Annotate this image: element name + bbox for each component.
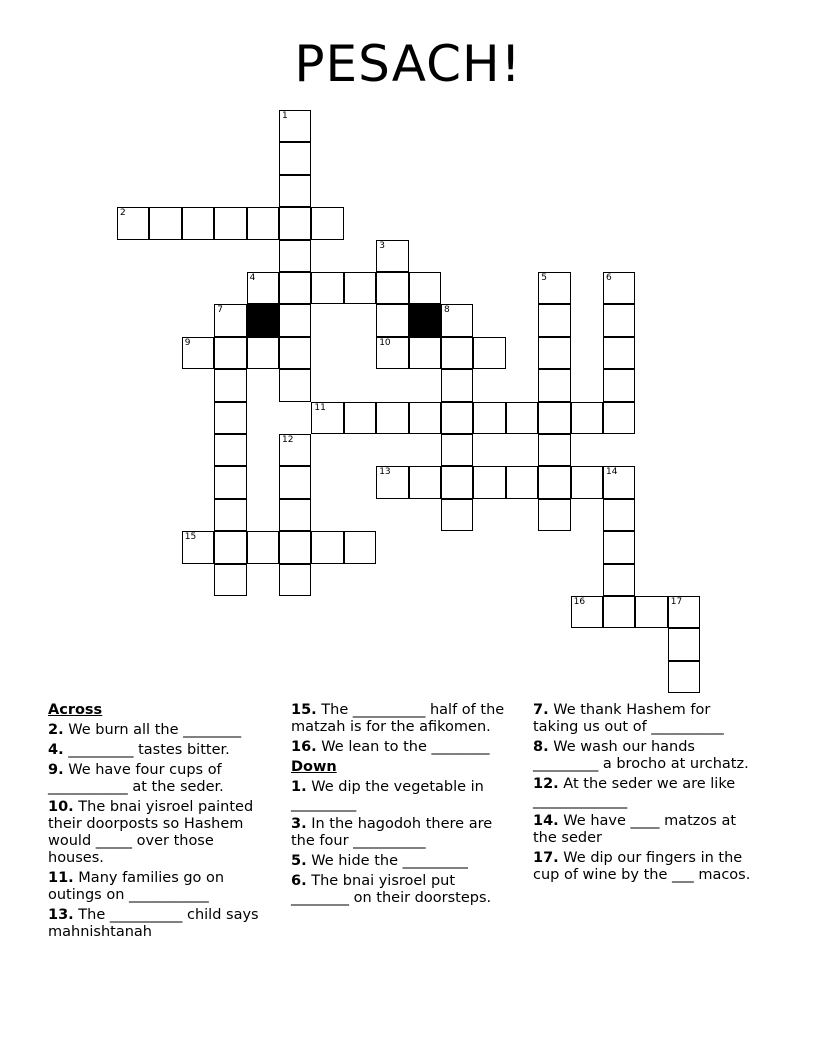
down-heading: Down xyxy=(291,759,337,775)
crossword-cell[interactable] xyxy=(506,466,538,498)
clue-text: The __________ child says mahnishtanah xyxy=(48,907,259,940)
crossword-cell[interactable] xyxy=(603,304,635,336)
crossword-cell[interactable] xyxy=(538,369,570,401)
crossword-cell[interactable] xyxy=(279,369,311,401)
crossword-cell[interactable] xyxy=(214,304,246,336)
clue-number-label: 6. xyxy=(291,873,307,889)
crossword-cell[interactable] xyxy=(279,531,311,563)
clue-text: We dip the vegetable in _________ xyxy=(291,779,484,812)
clue-item xyxy=(48,762,270,796)
crossword-cell[interactable] xyxy=(571,466,603,498)
crossword-cell[interactable] xyxy=(603,531,635,563)
clue-text: The __________ half of the matzah is for the afikomen. xyxy=(291,702,505,735)
clue-text: We have ____ matzos at the seder xyxy=(533,813,737,846)
clue-number-label: 16. xyxy=(291,739,317,755)
crossword-cell[interactable] xyxy=(376,337,408,369)
crossword-cell[interactable] xyxy=(409,337,441,369)
crossword-cell[interactable] xyxy=(538,499,570,531)
clue-text: We wash our hands _________ a brocho at urchatz. xyxy=(533,739,749,772)
crossword-cell[interactable] xyxy=(538,337,570,369)
crossword-cell[interactable] xyxy=(635,596,667,628)
clue-number: 3 xyxy=(379,240,385,251)
crossword-cell[interactable] xyxy=(214,531,246,563)
crossword-black-cell xyxy=(247,304,279,336)
crossword-cell[interactable] xyxy=(441,304,473,336)
clue-number-label: 13. xyxy=(48,907,74,923)
page-title: PESACH! xyxy=(294,35,522,93)
crossword-cell[interactable] xyxy=(279,499,311,531)
crossword-cell[interactable] xyxy=(668,661,700,693)
crossword-cell[interactable] xyxy=(538,434,570,466)
crossword-cell[interactable] xyxy=(214,499,246,531)
crossword-cell[interactable] xyxy=(214,369,246,401)
crossword-cell[interactable] xyxy=(473,337,505,369)
clue-number-label: 7. xyxy=(533,702,549,718)
crossword-cell[interactable] xyxy=(603,337,635,369)
crossword-cell[interactable] xyxy=(441,434,473,466)
clue-number: 7 xyxy=(217,305,223,316)
crossword-cell[interactable] xyxy=(279,272,311,304)
crossword-cell[interactable] xyxy=(279,240,311,272)
crossword-cell[interactable] xyxy=(668,628,700,660)
crossword-cell[interactable] xyxy=(538,304,570,336)
crossword-cell[interactable] xyxy=(182,207,214,239)
clue-text: _________ tastes bitter. xyxy=(63,742,230,758)
clue-number: 15 xyxy=(184,532,197,543)
clue-item xyxy=(533,739,758,773)
crossword-cell[interactable] xyxy=(376,466,408,498)
clue-number: 9 xyxy=(184,337,191,348)
crossword-cell[interactable] xyxy=(214,466,246,498)
clue-number: 11 xyxy=(314,402,326,413)
clue-number-label: 4. xyxy=(48,742,64,758)
across-heading: Across xyxy=(48,702,103,718)
crossword-cell[interactable] xyxy=(117,207,149,239)
crossword-cell[interactable] xyxy=(603,272,635,304)
clue-item xyxy=(533,776,758,810)
crossword-cell[interactable] xyxy=(344,531,376,563)
clue-text: The bnai yisroel painted their doorposts so Hashem would _____ over those houses. xyxy=(48,799,254,866)
crossword-cell[interactable] xyxy=(311,402,343,434)
crossword-cell[interactable] xyxy=(538,272,570,304)
crossword-cell[interactable] xyxy=(473,466,505,498)
clue-text: We hide the _________ xyxy=(306,853,468,869)
clue-number-label: 5. xyxy=(291,853,307,869)
crossword-cell[interactable] xyxy=(409,272,441,304)
crossword-cell[interactable] xyxy=(376,272,408,304)
clue-number-label: 1. xyxy=(291,779,307,795)
crossword-cell[interactable] xyxy=(247,337,279,369)
crossword-cell[interactable] xyxy=(538,402,570,434)
crossword-cell[interactable] xyxy=(214,402,246,434)
crossword-cell[interactable] xyxy=(441,402,473,434)
clue-number: 2 xyxy=(120,208,126,219)
clue-number-label: 15. xyxy=(291,702,317,718)
crossword-cell[interactable] xyxy=(149,207,181,239)
crossword-cell[interactable] xyxy=(247,272,279,304)
clues-column-3 xyxy=(533,702,758,887)
crossword-cell[interactable] xyxy=(668,596,700,628)
crossword-cell[interactable] xyxy=(603,402,635,434)
crossword-cell[interactable] xyxy=(279,110,311,142)
clue-item xyxy=(48,870,270,904)
clue-item xyxy=(533,702,758,736)
clue-number: 6 xyxy=(606,273,612,283)
clue-item xyxy=(291,779,516,813)
clue-text: At the seder we are like _____________ xyxy=(533,776,736,809)
clue-number: 12 xyxy=(282,435,294,445)
crossword-cell[interactable] xyxy=(247,531,279,563)
clue-text: We burn all the ________ xyxy=(63,722,242,738)
crossword-cell[interactable] xyxy=(214,434,246,466)
crossword-cell[interactable] xyxy=(214,207,246,239)
clue-item xyxy=(533,813,758,847)
clue-text: We have four cups of ___________ at the seder. xyxy=(48,762,224,795)
crossword-cell[interactable] xyxy=(279,175,311,207)
crossword-cell[interactable] xyxy=(311,531,343,563)
crossword-cell[interactable] xyxy=(279,337,311,369)
crossword-cell[interactable] xyxy=(376,402,408,434)
clue-number: 13 xyxy=(379,467,391,478)
clue-item xyxy=(291,739,516,756)
crossword-cell[interactable] xyxy=(603,564,635,596)
clue-number: 14 xyxy=(606,467,618,478)
clue-number-label: 12. xyxy=(533,776,559,792)
crossword-cell[interactable] xyxy=(506,402,538,434)
crossword-cell[interactable] xyxy=(311,272,343,304)
crossword-cell[interactable] xyxy=(279,564,311,596)
clue-item xyxy=(291,873,516,907)
crossword-cell[interactable] xyxy=(409,466,441,498)
clue-text: Many families go on outings on ___________ xyxy=(48,870,225,903)
clue-number: 16 xyxy=(573,597,586,607)
clues-column-2 xyxy=(291,702,516,910)
crossword-cell[interactable] xyxy=(279,304,311,336)
crossword-cell[interactable] xyxy=(409,402,441,434)
clue-text: We dip our fingers in the cup of wine by the ___ macos. xyxy=(533,850,751,883)
crossword-cell[interactable] xyxy=(603,369,635,401)
clue-number-label: 17. xyxy=(533,850,559,866)
crossword-cell[interactable] xyxy=(441,337,473,369)
crossword-cell[interactable] xyxy=(603,466,635,498)
clue-number: 8 xyxy=(444,305,450,316)
crossword-cell[interactable] xyxy=(441,466,473,498)
clue-number-label: 3. xyxy=(291,816,307,832)
crossword-cell[interactable] xyxy=(279,466,311,498)
crossword-cell[interactable] xyxy=(182,337,214,369)
clue-item xyxy=(48,742,270,759)
clue-number-label: 14. xyxy=(533,813,559,829)
clue-number-label: 11. xyxy=(48,870,74,886)
crossword-cell[interactable] xyxy=(344,272,376,304)
crossword-cell[interactable] xyxy=(214,564,246,596)
crossword-cell[interactable] xyxy=(441,369,473,401)
crossword-cell[interactable] xyxy=(441,499,473,531)
crossword-cell[interactable] xyxy=(279,434,311,466)
clue-number: 10 xyxy=(379,337,391,348)
clue-item xyxy=(48,722,270,739)
clue-number-label: 8. xyxy=(533,739,549,755)
crossword-cell[interactable] xyxy=(571,402,603,434)
clue-item xyxy=(48,907,270,941)
clue-number: 17 xyxy=(670,597,683,607)
crossword-cell[interactable] xyxy=(311,207,343,239)
crossword-black-cell xyxy=(409,304,441,336)
crossword-cell[interactable] xyxy=(344,402,376,434)
clues-column-1 xyxy=(48,702,270,944)
crossword-cell[interactable] xyxy=(182,531,214,563)
clue-text: The bnai yisroel put ________ on their doorsteps. xyxy=(291,873,492,906)
clue-text: We thank Hashem for taking us out of __________ xyxy=(533,702,724,735)
clue-item xyxy=(48,799,270,867)
clue-number: 5 xyxy=(541,273,547,283)
crossword-cell[interactable] xyxy=(376,304,408,336)
clue-text: In the hagodoh there are the four __________ xyxy=(291,816,493,849)
crossword-cell[interactable] xyxy=(376,240,408,272)
clue-text: We lean to the ________ xyxy=(316,739,490,755)
crossword-cell[interactable] xyxy=(214,337,246,369)
crossword-cell[interactable] xyxy=(279,207,311,239)
crossword-cell[interactable] xyxy=(473,402,505,434)
clue-number-label: 9. xyxy=(48,762,64,778)
clue-number: 4 xyxy=(249,273,256,283)
clue-number: 1 xyxy=(282,111,288,121)
crossword-cell[interactable] xyxy=(538,466,570,498)
clue-item xyxy=(533,850,758,884)
clue-item xyxy=(291,853,516,870)
clue-number-label: 10. xyxy=(48,799,74,815)
crossword-cell[interactable] xyxy=(247,207,279,239)
crossword-cell[interactable] xyxy=(279,142,311,174)
clue-item xyxy=(291,816,516,850)
clue-number-label: 2. xyxy=(48,722,64,738)
crossword-cell[interactable] xyxy=(603,596,635,628)
crossword-cell[interactable] xyxy=(571,596,603,628)
crossword-cell[interactable] xyxy=(603,499,635,531)
clue-item xyxy=(291,702,516,736)
